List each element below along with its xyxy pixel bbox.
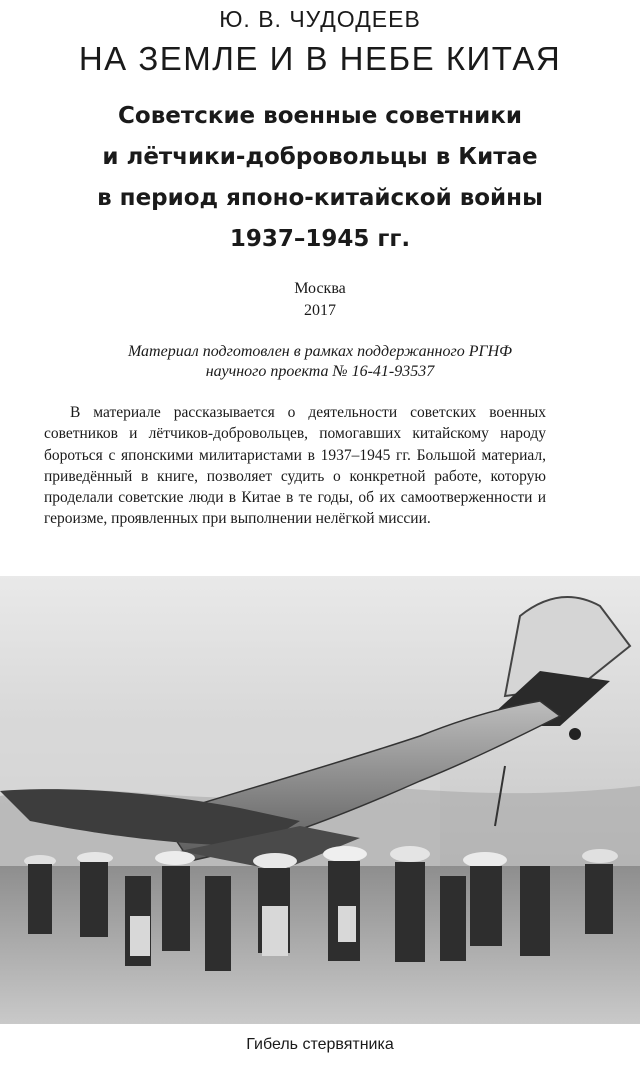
publication-year: 2017 [304, 302, 336, 319]
book-title: НА ЗЕМЛЕ И В НЕБЕ КИТАЯ [78, 40, 562, 77]
crashed-plane-photo [0, 576, 640, 1024]
grant-line: научного проекта № 16-41-93537 [205, 363, 435, 380]
subtitle-line: и лётчики-добровольцы в Китае [102, 144, 538, 170]
annotation-text: В материале рассказывается о деятельности советских военных советников и лётчиков-добровольцев, помогавших китайскому народу бороться с японскими милитаристами в 1937–1945 гг. Большой материал, приведённый в книге, позволяет судить о конкретной работе, которую проделали советские люди в Китае в те годы, об их самоотверженности и героизме, проявленных при выполнении нелёгкой миссии. [44, 404, 546, 528]
subtitle-line: в период японо-китайской войны [97, 185, 543, 211]
photo-caption: Гибель стервятника [246, 1036, 394, 1053]
book-subtitle [20, 96, 620, 260]
grant-note [20, 342, 620, 382]
subtitle-line: 1937–1945 гг. [229, 226, 411, 252]
publication-city: Москва [294, 280, 346, 297]
publication-info [0, 278, 640, 322]
author-name: Ю. В. ЧУДОДЕЕВ [219, 6, 421, 32]
subtitle-line: Советские военные советники [118, 103, 522, 129]
grant-line: Материал подготовлен в рамках поддержанного РГНФ [127, 343, 513, 360]
